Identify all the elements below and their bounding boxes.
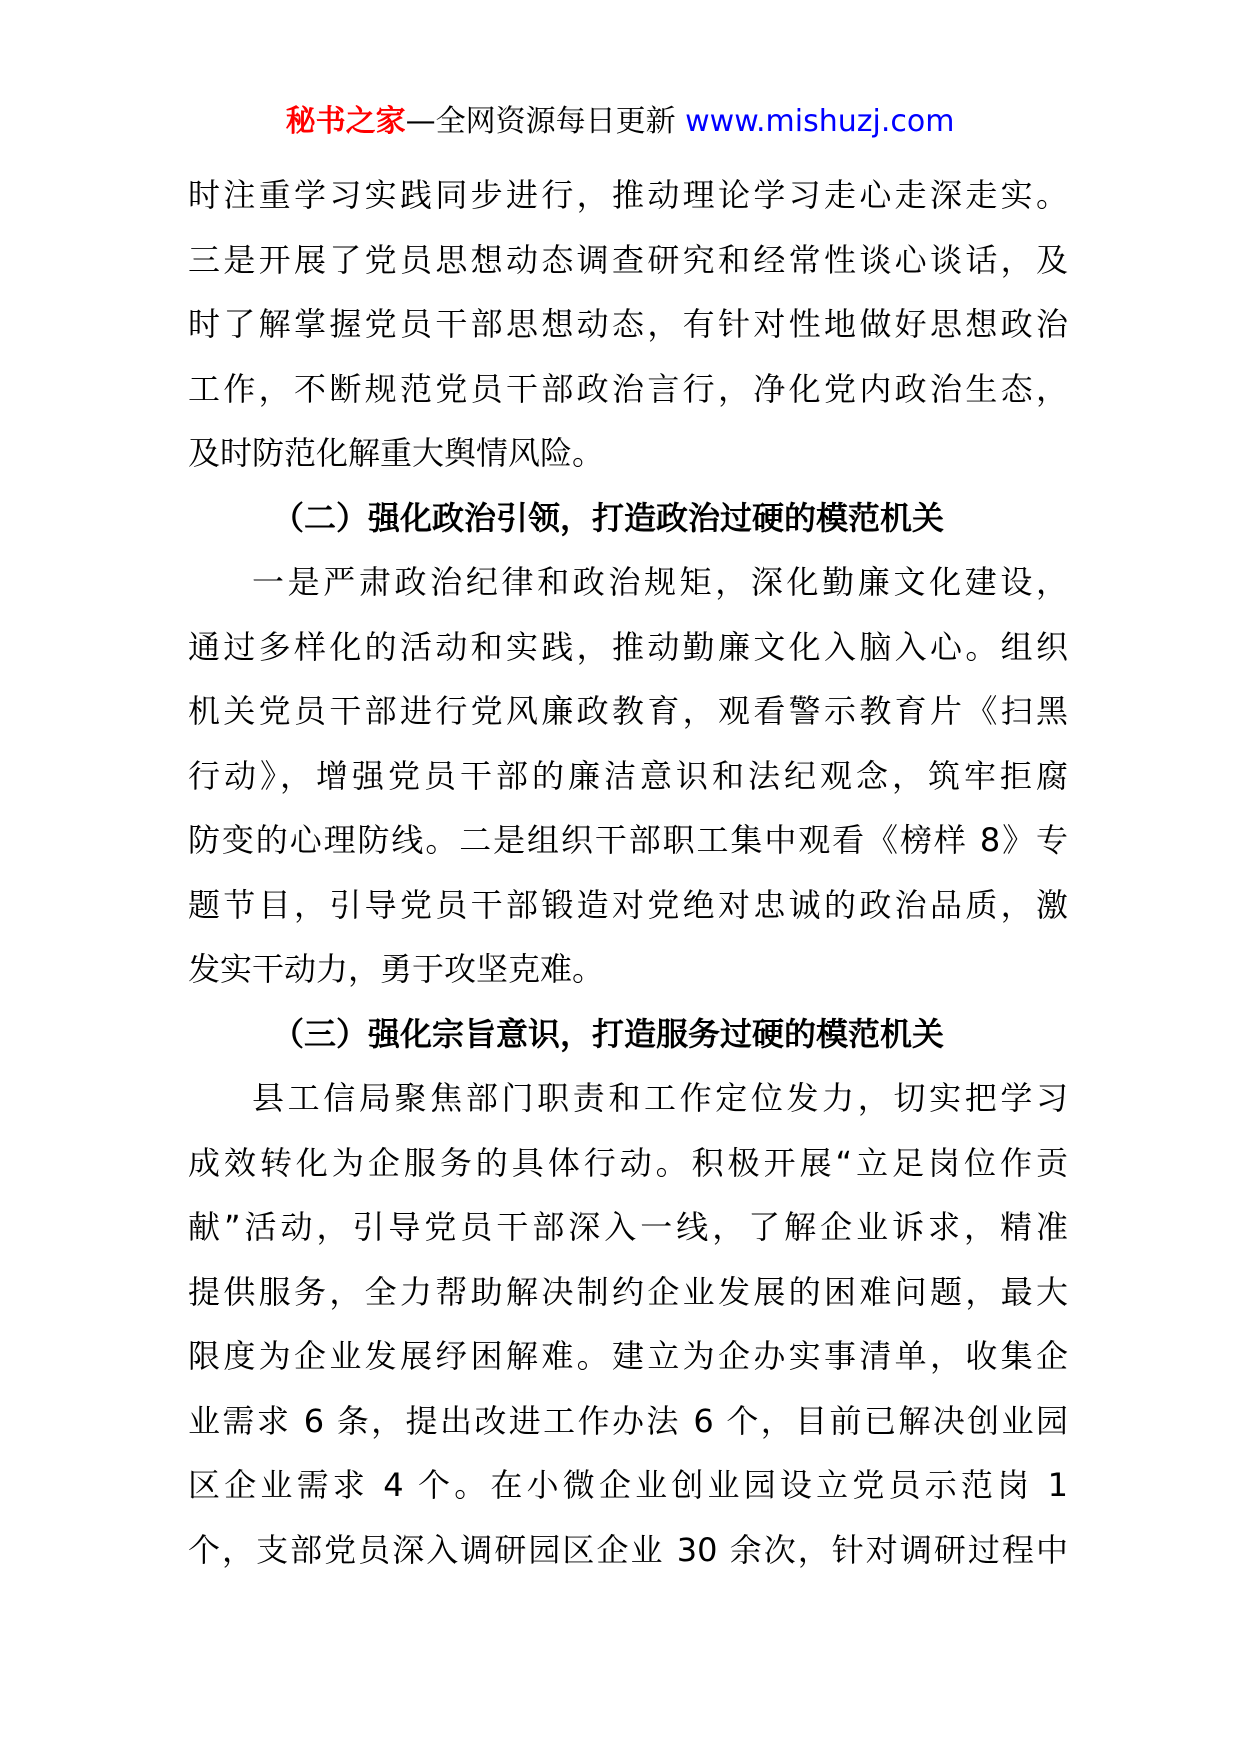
body-line: 三是开展了党员思想动态调查研究和经常性谈心谈话，及 [188, 240, 1068, 279]
body-line: 业需求 6 条，提出改进工作办法 6 个，目前已解决创业园 [188, 1401, 1068, 1440]
site-header [0, 100, 1240, 144]
body-line: 个，支部党员深入调研园区企业 30 余次，针对调研过程中 [188, 1530, 1068, 1569]
body-line: 机关党员干部进行党风廉政教育，观看警示教育片《扫黑 [188, 692, 1068, 730]
section-heading-3: （三）强化宗旨意识，打造服务过硬的模范机关 [272, 1014, 945, 1053]
body-line: 时注重学习实践同步进行，推动理论学习走心走深走实。 [188, 176, 1068, 214]
site-brand: 秘书之家 [285, 104, 406, 139]
site-url-link[interactable]: www.mishuzj.com [685, 104, 955, 139]
body-line: 提供服务，全力帮助解决制约企业发展的困难问题，最大 [188, 1272, 1068, 1311]
site-tagline: —全网资源每日更新 [405, 104, 676, 139]
body-line: 发实干动力，勇于攻坚克难。 [188, 950, 605, 988]
body-line: 一是严肃政治纪律和政治规矩，深化勤廉文化建设， [252, 563, 1068, 601]
body-line: 行动》，增强党员干部的廉洁意识和法纪观念，筑牢拒腐 [188, 756, 1068, 795]
section-heading-2: （二）强化政治引领，打造政治过硬的模范机关 [272, 498, 945, 537]
body-line: 县工信局聚焦部门职责和工作定位发力，切实把学习 [252, 1079, 1068, 1117]
body-line: 工作，不断规范党员干部政治言行，净化党内政治生态， [188, 369, 1068, 408]
body-line: 献”活动，引导党员干部深入一线，了解企业诉求，精准 [188, 1208, 1068, 1246]
body-line: 防变的心理防线。二是组织干部职工集中观看《榜样 8》专 [188, 821, 1068, 859]
document-body [188, 163, 1068, 1582]
body-line: 限度为企业发展纾困解难。建立为企办实事清单，收集企 [188, 1337, 1068, 1375]
body-line: 区企业需求 4 个。在小微企业创业园设立党员示范岗 1 [188, 1466, 1068, 1504]
body-line: 成效转化为企服务的具体行动。积极开展“立足岗位作贡 [188, 1143, 1068, 1182]
body-line: 题节目，引导党员干部锻造对党绝对忠诚的政治品质，激 [188, 885, 1068, 924]
body-line: 通过多样化的活动和实践，推动勤廉文化入脑入心。组织 [188, 627, 1068, 666]
body-line: 时了解掌握党员干部思想动态，有针对性地做好思想政治 [188, 305, 1068, 343]
body-line: 及时防范化解重大舆情风险。 [188, 434, 605, 472]
